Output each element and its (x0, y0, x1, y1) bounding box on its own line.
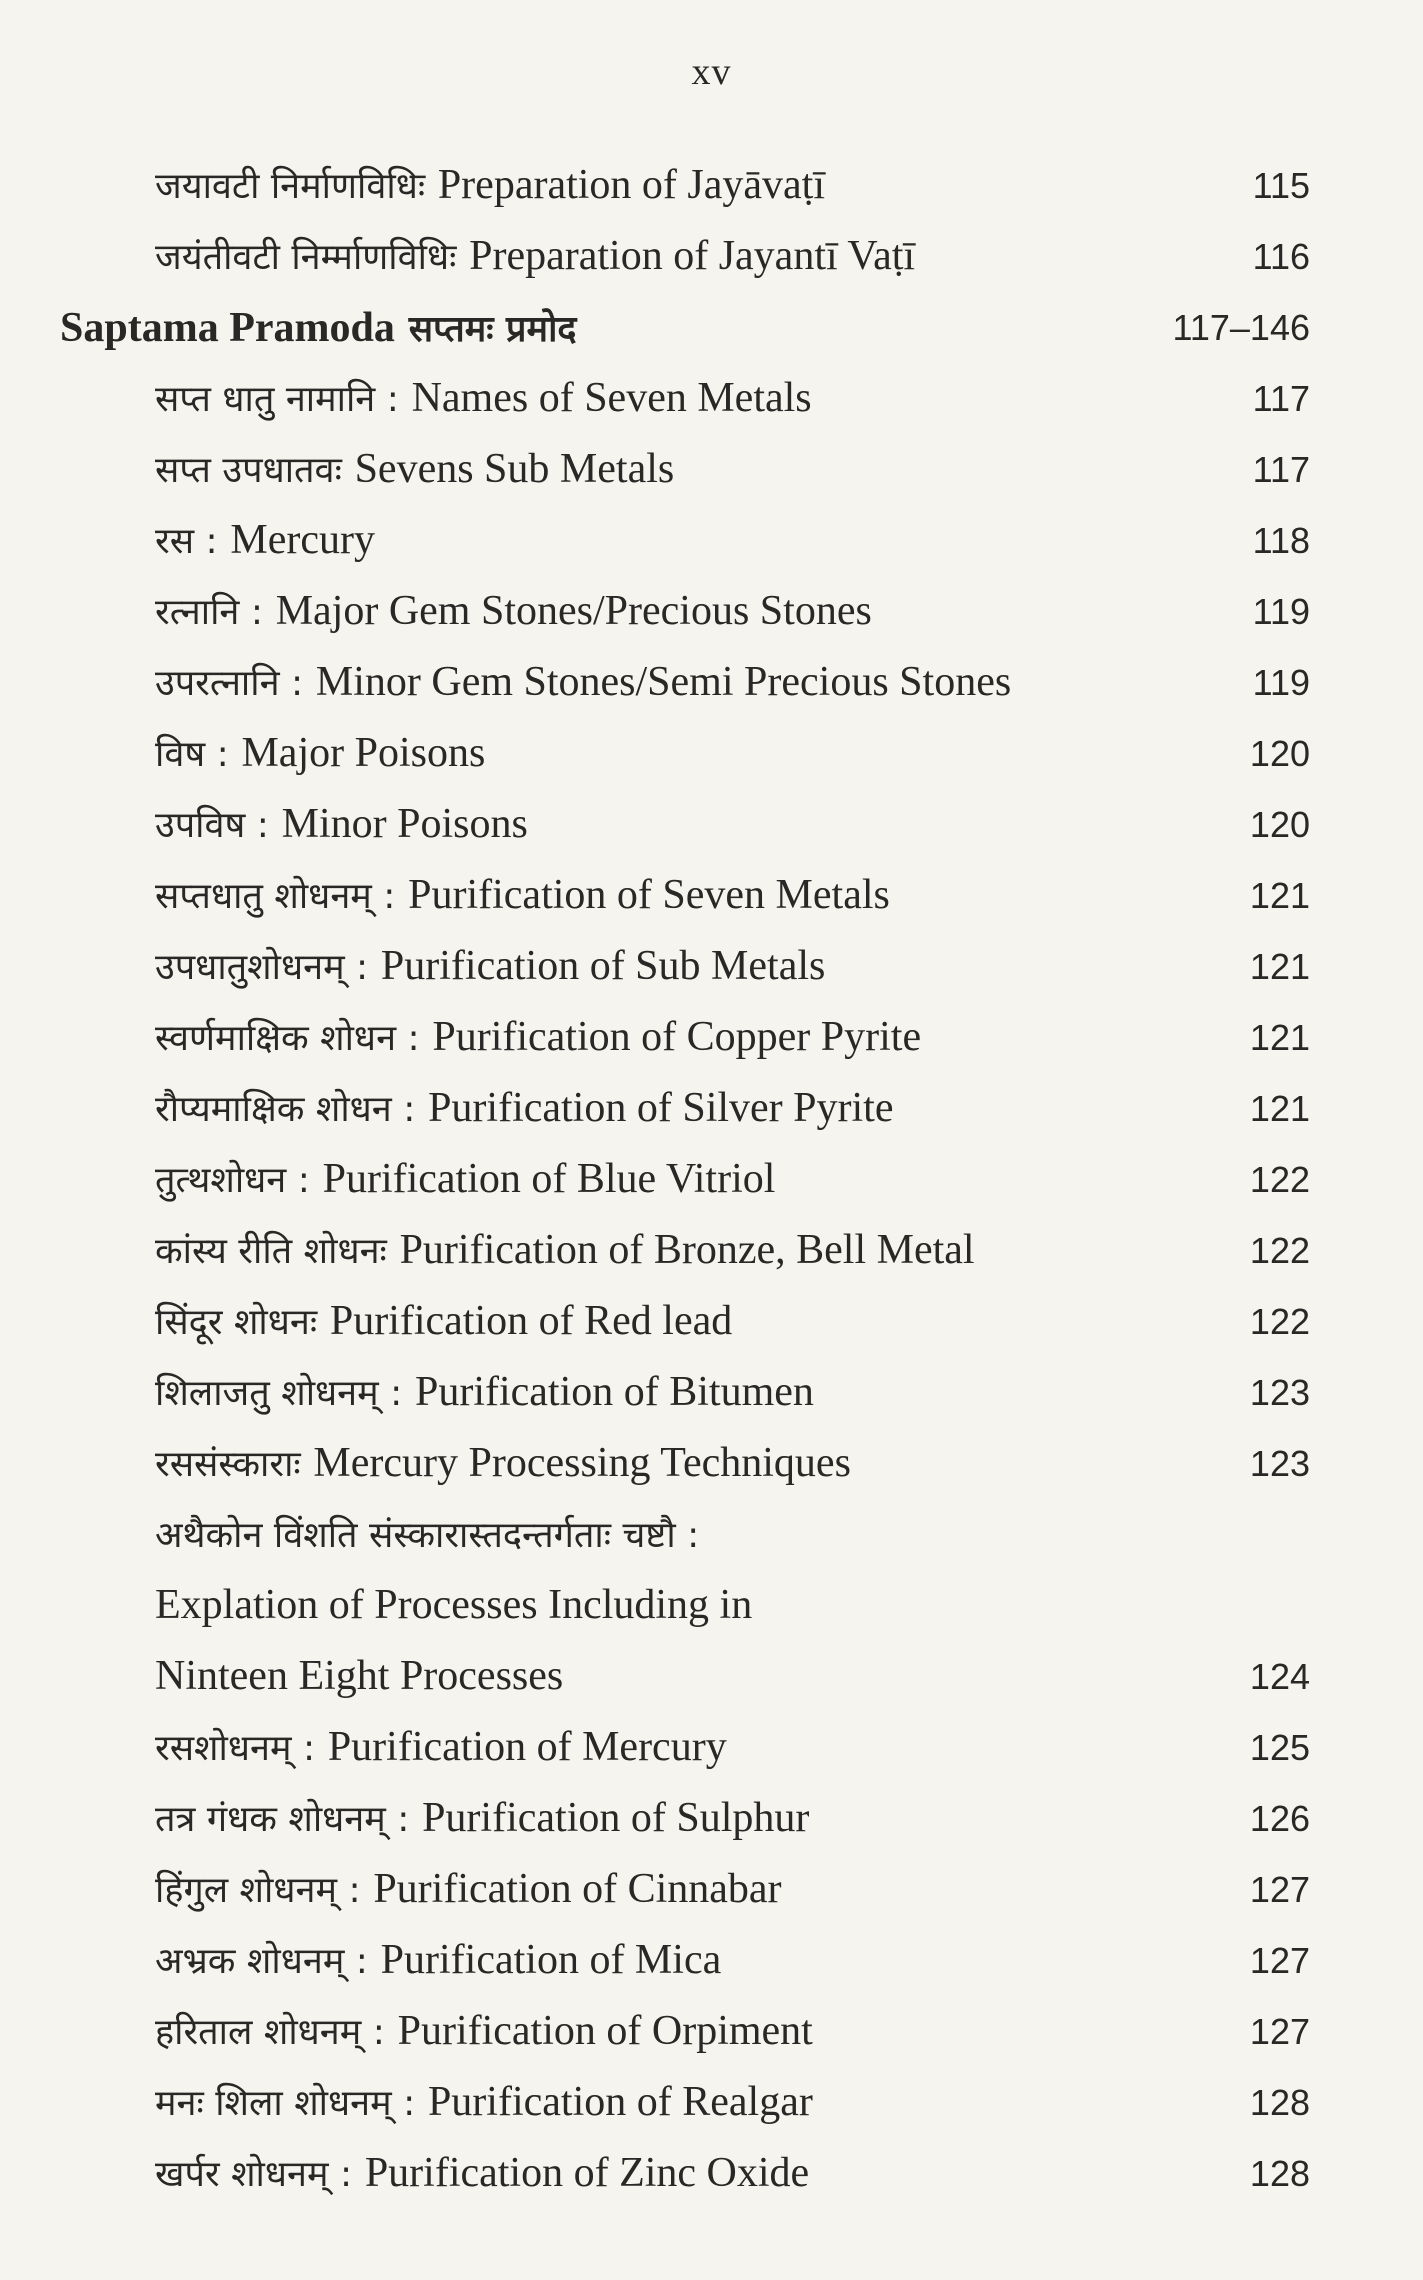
toc-entry (60, 2067, 1310, 2138)
toc-entry (60, 1712, 1310, 1783)
english-title: Preparation of Jayāvaṭī (437, 162, 826, 208)
entry-page-number: 120 (1249, 733, 1310, 774)
sanskrit-title: कांस्य रीति शोधनः (155, 1231, 387, 1272)
page-number: xv (691, 51, 732, 93)
toc-entry (60, 363, 1310, 434)
english-title: Purification of Copper Pyrite (432, 1014, 922, 1060)
toc-entry (60, 1996, 1310, 2067)
sanskrit-title: रौप्यमाक्षिक शोधन : (155, 1089, 416, 1130)
toc-entry (60, 789, 1310, 860)
entry-page-number: 121 (1249, 1088, 1310, 1129)
entry-page-number: 116 (1252, 236, 1310, 277)
entry-page-number: 115 (1252, 165, 1310, 206)
entry-title (155, 1357, 814, 1429)
chapter-english-title: Saptama Pramoda (60, 305, 395, 351)
entry-page-number: 128 (1249, 2082, 1310, 2123)
english-title: Major Gem Stones/Precious Stones (275, 588, 872, 634)
sanskrit-title: तुत्थशोधन : (155, 1160, 310, 1201)
sanskrit-title: उपविष : (155, 805, 269, 846)
english-title: Preparation of Jayantī Vaṭī (469, 233, 916, 279)
entry-page-number: 127 (1249, 1940, 1310, 1981)
entry-page-number: 125 (1249, 1727, 1310, 1768)
toc-entry (60, 1499, 1310, 1570)
entry-title (155, 1002, 921, 1074)
sanskrit-title: सप्तधातु शोधनम् : (155, 876, 396, 917)
toc-entry (60, 1854, 1310, 1925)
entry-title (155, 1925, 721, 1997)
entry-page-number: 122 (1249, 1301, 1310, 1342)
toc-entry (60, 1073, 1310, 1144)
entry-title (155, 576, 872, 648)
entry-page-number: 128 (1249, 2153, 1310, 2194)
english-title: Explation of Processes Including in (155, 1582, 753, 1628)
sanskrit-title: मनः शिला शोधनम् : (155, 2083, 416, 2124)
sanskrit-title: शिलाजतु शोधनम् : (155, 1373, 403, 1414)
entry-title (155, 221, 915, 293)
entry-page-number: 118 (1252, 520, 1310, 561)
entry-title (155, 789, 528, 861)
entry-page-number: 121 (1249, 875, 1310, 916)
entry-title (155, 2138, 809, 2210)
entry-title (155, 1783, 809, 1855)
toc-entry (60, 1570, 1310, 1641)
english-title: Purification of Blue Vitriol (322, 1156, 776, 1202)
sanskrit-title: सिंदूर शोधनः (155, 1302, 318, 1343)
sanskrit-title: तत्र गंधक शोधनम् : (155, 1799, 410, 1840)
entry-page-number: 122 (1249, 1230, 1310, 1271)
entry-page-number: 123 (1249, 1443, 1310, 1484)
english-title: Minor Gem Stones/Semi Precious Stones (315, 659, 1012, 705)
entry-page-number: 122 (1249, 1159, 1310, 1200)
sanskrit-title: अथैकोन विंशति संस्कारास्तदन्तर्गताः चष्टौ : (155, 1515, 700, 1556)
toc-entry (60, 1215, 1310, 1286)
sanskrit-title: सप्त उपधातवः (155, 450, 342, 491)
entry-title (155, 931, 825, 1003)
toc-entry (60, 1641, 1310, 1712)
sanskrit-title: जयावटी निर्माणविधिः (155, 166, 426, 207)
table-of-contents (60, 150, 1310, 2209)
english-title: Purification of Realgar (427, 2079, 813, 2125)
toc-entry (60, 576, 1310, 647)
entry-page-number: 119 (1252, 662, 1310, 703)
sanskrit-title: रससंस्काराः (155, 1444, 301, 1485)
english-title: Names of Seven Metals (411, 375, 812, 421)
english-title: Purification of Sub Metals (380, 943, 826, 989)
sanskrit-title: अभ्रक शोधनम् : (155, 1941, 368, 1982)
english-title: Purification of Mercury (327, 1724, 727, 1770)
toc-entry (60, 434, 1310, 505)
entry-page-number: 126 (1249, 1798, 1310, 1839)
entry-title (155, 2067, 813, 2139)
toc-entry (60, 718, 1310, 789)
sanskrit-title: स्वर्णमाक्षिक शोधन : (155, 1018, 420, 1059)
toc-entry (60, 1428, 1310, 1499)
english-title: Minor Poisons (281, 801, 528, 847)
entry-page-number: 127 (1249, 2011, 1310, 2052)
entry-title (155, 1286, 732, 1358)
entry-title (155, 434, 674, 506)
english-title: Purification of Zinc Oxide (364, 2150, 810, 2196)
entry-title (155, 1428, 851, 1500)
entry-title (155, 505, 375, 577)
sanskrit-title: जयंतीवटी निर्म्माणविधिः (155, 237, 457, 278)
entry-title (155, 1570, 752, 1642)
sanskrit-title: रस : (155, 521, 218, 562)
sanskrit-title: विष : (155, 734, 229, 775)
toc-entry (60, 1783, 1310, 1854)
entry-title (155, 1854, 782, 1926)
english-title: Purification of Bitumen (414, 1369, 814, 1415)
toc-entry (60, 150, 1310, 221)
entry-title (155, 1073, 894, 1145)
entry-page-number: 117 (1252, 378, 1310, 419)
toc-entry (60, 505, 1310, 576)
chapter-page-range: 117–146 (1172, 307, 1310, 348)
chapter-sanskrit-title: सप्तमः प्रमोद (408, 309, 577, 350)
entry-title (155, 1215, 975, 1287)
english-title: Purification of Mica (380, 1937, 722, 1983)
sanskrit-title: रसशोधनम् : (155, 1728, 316, 1769)
english-title: Sevens Sub Metals (354, 446, 675, 492)
toc-entry (60, 1002, 1310, 1073)
entry-page-number: 123 (1249, 1372, 1310, 1413)
toc-entry (60, 1925, 1310, 1996)
sanskrit-title: रत्नानि : (155, 592, 263, 633)
english-title: Ninteen Eight Processes (155, 1653, 564, 1699)
entry-title (155, 150, 825, 222)
sanskrit-title: उपधातुशोधनम् : (155, 947, 369, 988)
entry-title (155, 718, 485, 790)
entry-title (155, 363, 812, 435)
english-title: Purification of Sulphur (422, 1795, 810, 1841)
english-title: Purification of Red lead (329, 1298, 733, 1344)
entry-page-number: 120 (1249, 804, 1310, 845)
sanskrit-title: उपरत्नानि : (155, 663, 304, 704)
entry-title (155, 1641, 563, 1713)
entry-title (155, 1712, 727, 1784)
chapter-title (60, 292, 577, 365)
chapter-heading (60, 292, 1310, 363)
entry-page-number: 119 (1252, 591, 1310, 632)
entry-title (155, 1144, 775, 1216)
toc-entry (60, 1286, 1310, 1357)
sanskrit-title: सप्त धातु नामानि : (155, 379, 399, 420)
toc-entry (60, 1357, 1310, 1428)
english-title: Mercury (230, 517, 375, 563)
entry-page-number: 117 (1252, 449, 1310, 490)
entry-title (155, 1499, 699, 1571)
entry-page-number: 124 (1249, 1656, 1310, 1697)
sanskrit-title: हिंगुल शोधनम् : (155, 1870, 361, 1911)
english-title: Purification of Orpiment (397, 2008, 813, 2054)
english-title: Mercury Processing Techniques (313, 1440, 851, 1486)
english-title: Purification of Silver Pyrite (428, 1085, 894, 1131)
toc-entry (60, 647, 1310, 718)
toc-entry (60, 1144, 1310, 1215)
entry-page-number: 121 (1249, 946, 1310, 987)
sanskrit-title: खर्पर शोधनम् : (155, 2154, 353, 2195)
sanskrit-title: हरिताल शोधनम् : (155, 2012, 385, 2053)
entry-page-number: 127 (1249, 1869, 1310, 1910)
english-title: Major Poisons (241, 730, 486, 776)
english-title: Purification of Cinnabar (373, 1866, 782, 1912)
toc-entry (60, 931, 1310, 1002)
entry-title (155, 860, 890, 932)
entry-title (155, 647, 1011, 719)
toc-entry (60, 2138, 1310, 2209)
entry-title (155, 1996, 813, 2068)
toc-entry (60, 860, 1310, 931)
english-title: Purification of Bronze, Bell Metal (399, 1227, 975, 1273)
toc-entry (60, 221, 1310, 292)
entry-page-number: 121 (1249, 1017, 1310, 1058)
english-title: Purification of Seven Metals (408, 872, 890, 918)
